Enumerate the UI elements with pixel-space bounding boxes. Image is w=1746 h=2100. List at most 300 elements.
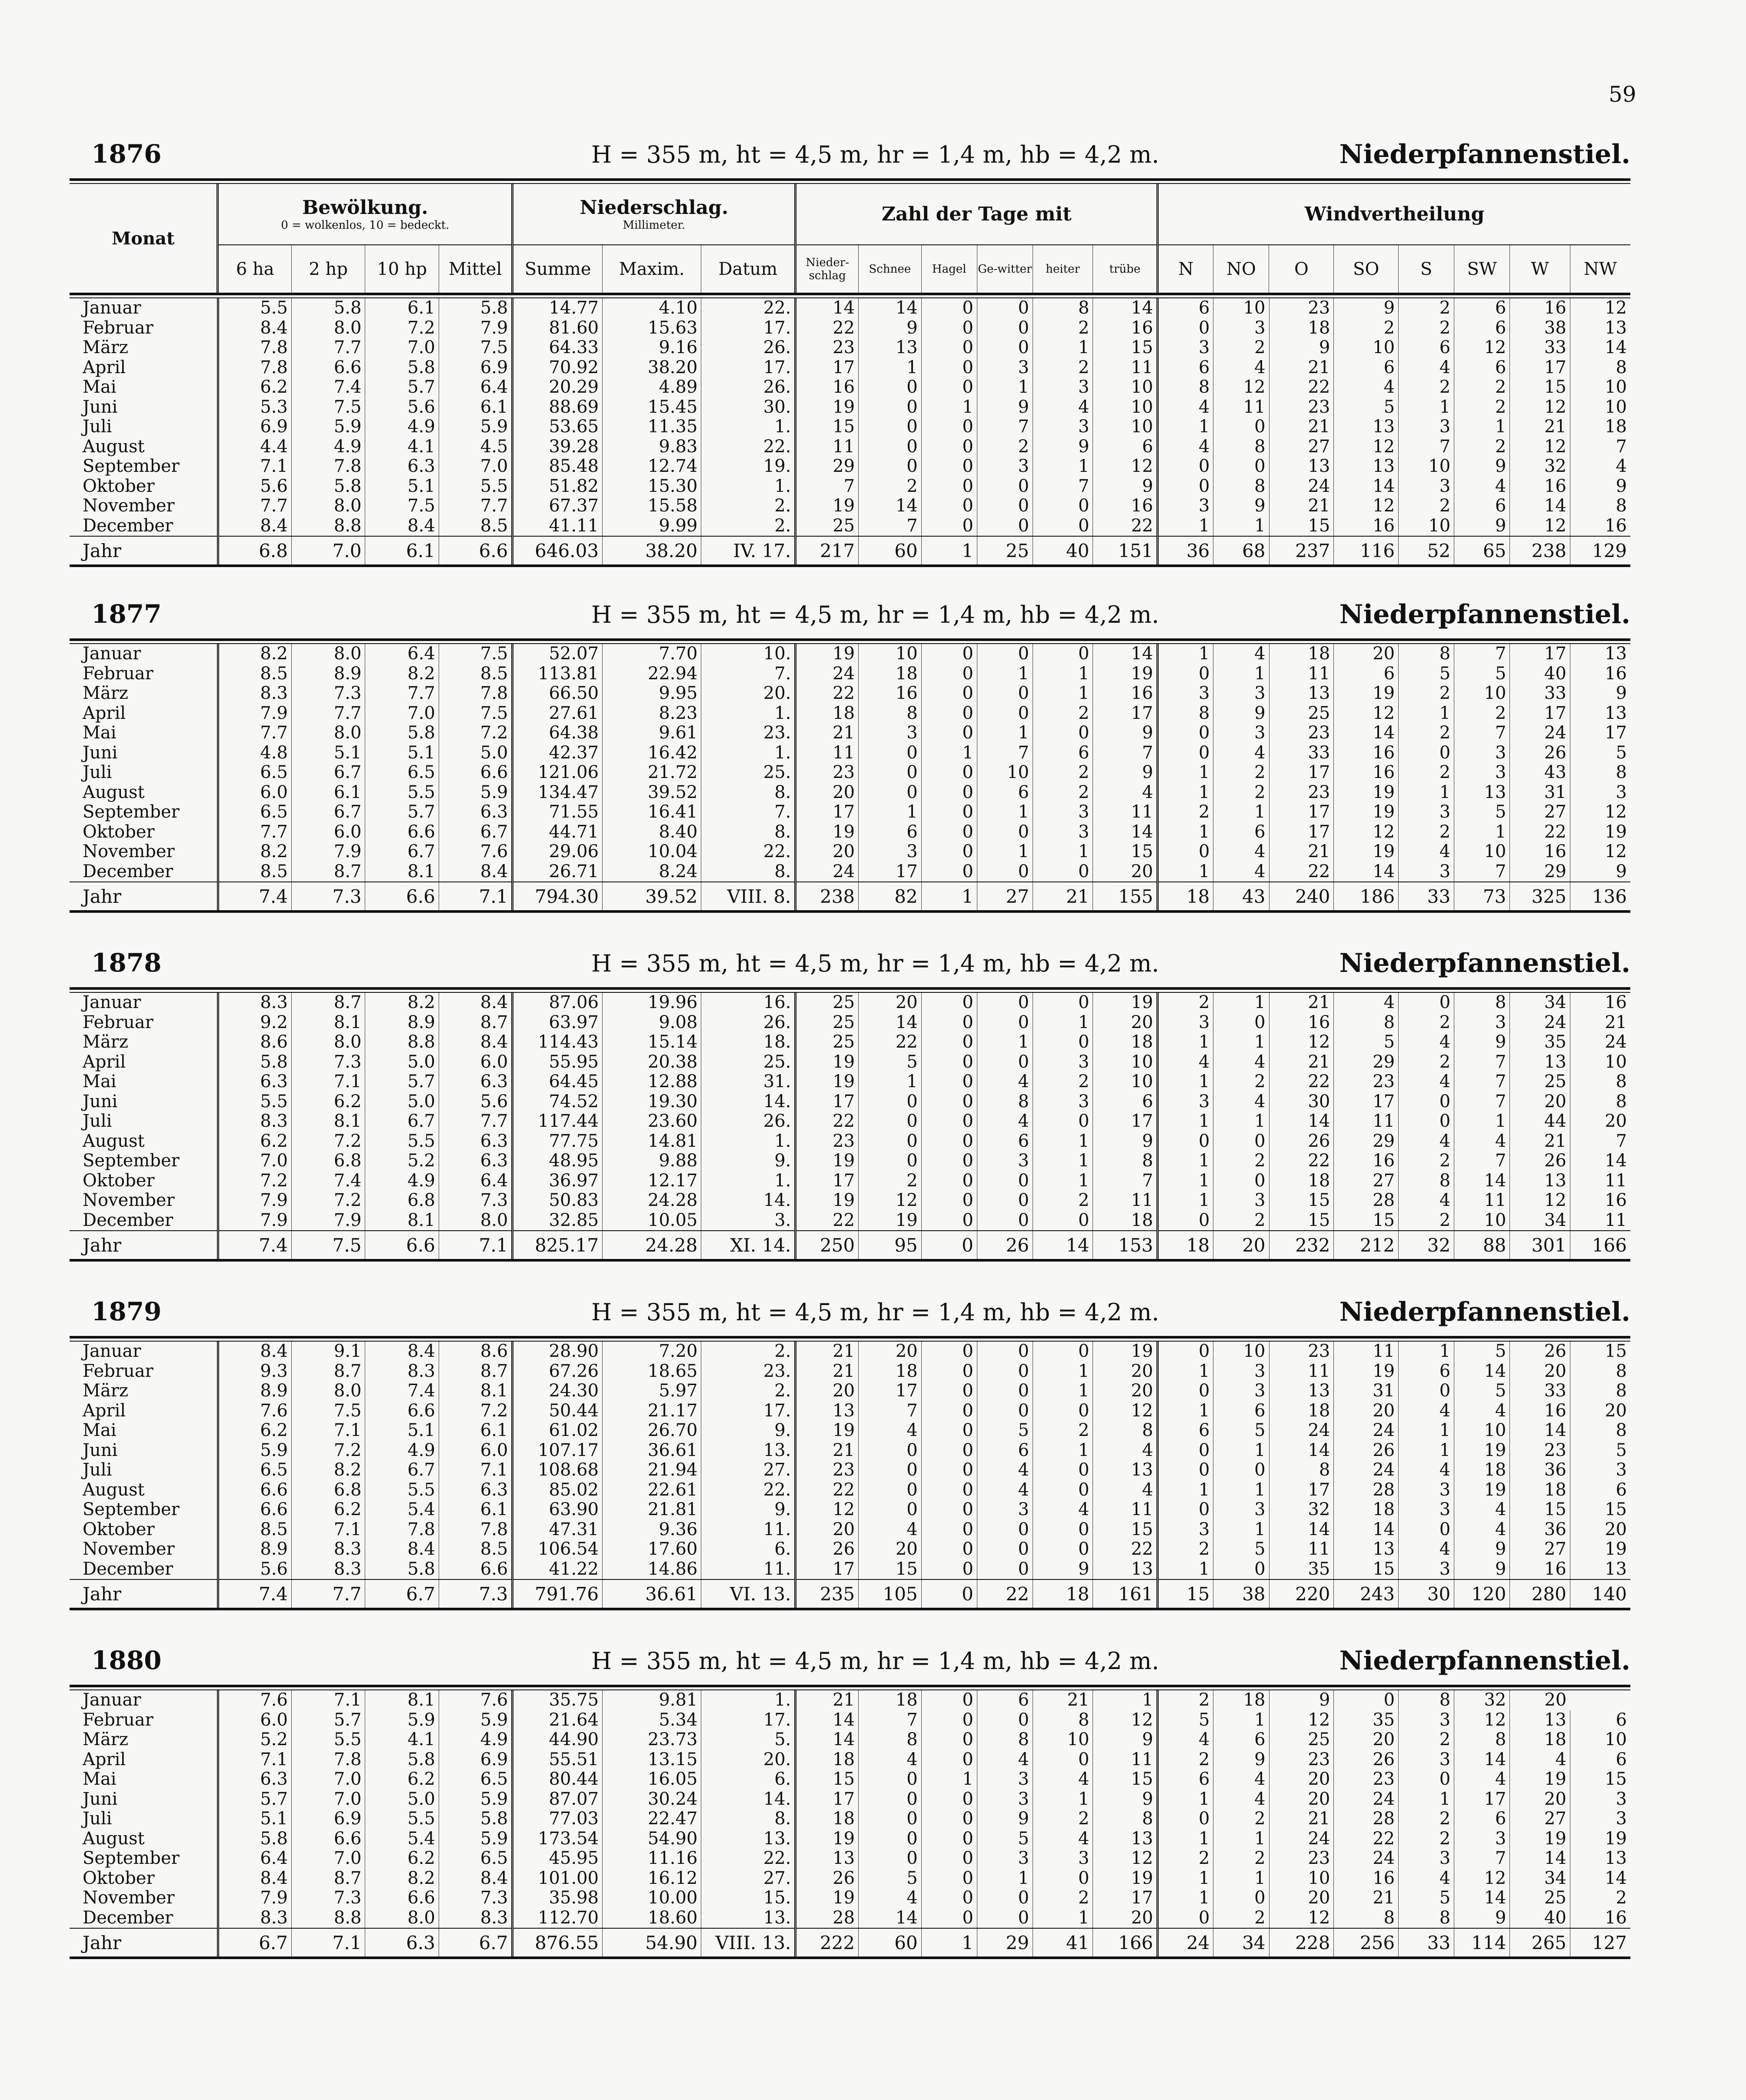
table-cell: 26 — [1510, 1151, 1570, 1171]
table-cell: 2 — [1158, 802, 1213, 822]
table-cell: 20 — [796, 1381, 859, 1401]
table-cell: 55.95 — [513, 1052, 603, 1072]
double-rule — [70, 1336, 1630, 1342]
table-cell: 0 — [977, 822, 1033, 842]
table-cell: 7.5 — [439, 644, 512, 664]
table-cell: 3 — [977, 358, 1033, 378]
table-cell: 0 — [1033, 1401, 1093, 1421]
table-cell: 7 — [796, 477, 859, 497]
table-cell: 8 — [1093, 1421, 1158, 1441]
month-label: Februar — [83, 318, 153, 338]
table-cell: 23 — [1334, 1769, 1399, 1790]
station-formula: H = 355 m, ht = 4,5 m, hr = 1,4 m, hb = 4,2 m. — [591, 1647, 1160, 1675]
table-cell: 0 — [1158, 1211, 1213, 1231]
table-cell: 12 — [796, 1500, 859, 1520]
table-cell: 8 — [1399, 1908, 1454, 1929]
column-label: heiter — [1033, 245, 1093, 293]
table-cell: 0 — [921, 417, 977, 437]
table-cell: 0 — [921, 1211, 977, 1231]
table-cell: 43 — [1510, 763, 1570, 783]
table-cell: 1 — [977, 377, 1033, 397]
table-cell: 0 — [977, 338, 1033, 358]
table-cell: 3 — [1570, 1809, 1630, 1829]
table-cell: 7.2 — [291, 1132, 365, 1152]
table-cell: 8 — [1213, 437, 1269, 457]
table-cell: 71.55 — [513, 802, 603, 822]
table-cell: 18 — [1269, 644, 1334, 664]
table-cell: 7.1 — [291, 1520, 365, 1540]
table-cell: 6.6 — [218, 1500, 291, 1520]
table-cell: 4 — [977, 1480, 1033, 1500]
table-cell: 8.8 — [291, 516, 365, 537]
table-cell: 4 — [1399, 1072, 1454, 1092]
table-cell: 9 — [1033, 437, 1093, 457]
table-cell: 7.5 — [439, 338, 512, 358]
table-cell: 47.31 — [513, 1520, 603, 1540]
table-cell: 4 — [1454, 477, 1510, 497]
table-cell: 9 — [1570, 684, 1630, 704]
table-cell: 2 — [1399, 684, 1454, 704]
table-cell: 2 — [1033, 1191, 1093, 1211]
table-cell: 4 — [1570, 457, 1630, 477]
table-cell: 13 — [1093, 1559, 1158, 1580]
table-cell: 4 — [1158, 1052, 1213, 1072]
table-row — [70, 1092, 1630, 1112]
table-cell: 8.0 — [291, 318, 365, 338]
table-cell: 4 — [1334, 993, 1399, 1013]
table-cell: 9.81 — [603, 1690, 701, 1710]
table-cell: 14 — [859, 496, 922, 516]
table-cell: 0 — [977, 684, 1033, 704]
table-cell: 16 — [1570, 1191, 1630, 1211]
table-cell: 0 — [977, 1710, 1033, 1730]
table-cell: 21 — [796, 723, 859, 743]
table-cell: 8.5 — [218, 664, 291, 684]
table-cell: 6.2 — [291, 1092, 365, 1112]
table-cell: 19 — [859, 1211, 922, 1231]
table-cell: 29 — [1334, 1132, 1399, 1152]
table-cell: 7.0 — [291, 1849, 365, 1869]
total-cell: 52 — [1399, 536, 1454, 566]
year-label: 1878 — [91, 948, 162, 978]
table-cell: 11 — [796, 437, 859, 457]
table-cell: 4 — [1454, 1132, 1510, 1152]
total-cell: 238 — [796, 882, 859, 911]
table-cell: 5.8 — [365, 1559, 439, 1580]
table-cell: 4 — [1213, 644, 1269, 664]
table-cell: 26. — [701, 377, 796, 397]
table-cell: 7.2 — [439, 723, 512, 743]
table-cell: 0 — [1158, 1381, 1213, 1401]
table-cell: 7.4 — [291, 1171, 365, 1191]
table-cell: 13 — [796, 1849, 859, 1869]
table-cell: 22.94 — [603, 664, 701, 684]
table-cell: 64.38 — [513, 723, 603, 743]
table-cell: 7.70 — [603, 644, 701, 664]
table-cell: 10 — [1399, 516, 1454, 537]
month-label: März — [83, 684, 128, 703]
table-cell: 4.1 — [365, 1730, 439, 1750]
table-cell: 0 — [1399, 743, 1454, 763]
table-cell: 14 — [1510, 496, 1570, 516]
table-cell: 7.7 — [218, 822, 291, 842]
month-label: August — [83, 1829, 145, 1849]
table-cell: 23 — [796, 763, 859, 783]
month-label: Mai — [83, 1421, 117, 1440]
table-cell: 3 — [1033, 377, 1093, 397]
table-cell: 26 — [1334, 1441, 1399, 1461]
total-cell: VIII. 8. — [701, 882, 796, 911]
table-cell: 0 — [977, 1211, 1033, 1231]
table-cell: 4.9 — [439, 1730, 512, 1750]
table-cell: 8.9 — [218, 1539, 291, 1559]
table-cell: 1 — [1158, 417, 1213, 437]
table-cell: 7.9 — [218, 1191, 291, 1211]
table-cell: 4 — [1213, 1092, 1269, 1112]
total-cell: 140 — [1570, 1579, 1630, 1609]
table-cell: 0 — [921, 1381, 977, 1401]
table-cell: 10.05 — [603, 1211, 701, 1231]
table-cell: 3 — [977, 1790, 1033, 1810]
table-cell: 8.24 — [603, 862, 701, 882]
table-cell: 1 — [1213, 802, 1269, 822]
table-cell: 22 — [796, 1211, 859, 1231]
table-cell: 23 — [1510, 1441, 1570, 1461]
total-cell: 256 — [1334, 1928, 1399, 1958]
table-cell: 28 — [1334, 1191, 1399, 1211]
table-cell: 3 — [1570, 1790, 1630, 1810]
table-cell: 0 — [977, 644, 1033, 664]
table-cell: 63.90 — [513, 1500, 603, 1520]
table-cell: 18 — [1269, 1401, 1334, 1421]
total-label: Jahr — [70, 1928, 218, 1958]
month-label: September — [83, 457, 180, 476]
total-cell: 240 — [1269, 882, 1334, 911]
total-cell: 7.7 — [291, 1579, 365, 1609]
table-cell: 8 — [1093, 1809, 1158, 1829]
table-cell: 0 — [859, 1500, 922, 1520]
table-cell: 10.00 — [603, 1888, 701, 1908]
table-row — [70, 1539, 1630, 1559]
table-cell: 9 — [1213, 704, 1269, 724]
table-cell: 0 — [921, 704, 977, 724]
table-cell: 50.44 — [513, 1401, 603, 1421]
page-number: 59 — [1609, 82, 1636, 107]
table-cell: 16 — [1570, 516, 1630, 537]
table-cell: 15 — [796, 1769, 859, 1790]
table-cell: 25 — [796, 1032, 859, 1052]
table-cell: 4.9 — [365, 1441, 439, 1461]
table-cell: 5 — [1334, 1032, 1399, 1052]
year-total-row — [70, 536, 1630, 566]
table-cell: 0 — [859, 397, 922, 417]
table-cell: 3 — [1454, 1013, 1510, 1033]
table-cell: 2 — [1399, 1013, 1454, 1033]
column-label: NW — [1570, 245, 1630, 293]
table-cell: 5.9 — [439, 783, 512, 803]
table-cell: 0 — [921, 1362, 977, 1382]
table-cell: 1. — [701, 1171, 796, 1191]
total-cell: 0 — [921, 1579, 977, 1609]
table-cell: 16 — [1510, 842, 1570, 862]
total-cell: 6.6 — [439, 536, 512, 566]
table-cell: 0 — [921, 338, 977, 358]
table-cell: 0 — [1033, 496, 1093, 516]
table-cell: 17 — [796, 802, 859, 822]
table-cell: 6.8 — [365, 1191, 439, 1211]
table-cell: 7.5 — [291, 397, 365, 417]
total-cell: IV. 17. — [701, 536, 796, 566]
table-cell: 3 — [1399, 1559, 1454, 1580]
table-cell: 3 — [1213, 1191, 1269, 1211]
table-cell: 8 — [1570, 1092, 1630, 1112]
table-cell: 0 — [921, 1539, 977, 1559]
table-cell: 54.90 — [603, 1829, 701, 1849]
month-label: Juni — [83, 743, 118, 763]
table-cell: 5.7 — [365, 802, 439, 822]
table-cell: 0 — [859, 743, 922, 763]
table-cell: 18 — [859, 664, 922, 684]
table-cell: 1 — [1158, 763, 1213, 783]
table-cell: 20 — [859, 993, 922, 1013]
table-cell: 9 — [1454, 1908, 1510, 1929]
table-cell: 7.9 — [439, 318, 512, 338]
table-cell: 108.68 — [513, 1460, 603, 1480]
total-cell: 82 — [859, 882, 922, 911]
table-cell: 6.5 — [439, 1769, 512, 1790]
table-cell: 7.2 — [218, 1171, 291, 1191]
table-cell: 19 — [796, 822, 859, 842]
table-cell: 0 — [921, 1500, 977, 1520]
table-cell: 2 — [1033, 1421, 1093, 1441]
table-cell: 21 — [796, 1342, 859, 1362]
total-cell: 25 — [977, 536, 1033, 566]
table-cell: 9 — [1454, 516, 1510, 537]
total-cell: 95 — [859, 1231, 922, 1260]
table-cell: 5.8 — [365, 1750, 439, 1770]
table-cell: 36 — [1510, 1460, 1570, 1480]
table-cell: 14. — [701, 1191, 796, 1211]
table-cell: 22 — [796, 1480, 859, 1500]
table-cell: 1 — [1158, 783, 1213, 803]
table-cell: 32.85 — [513, 1211, 603, 1231]
table-cell: 10 — [1454, 842, 1510, 862]
table-cell: 8.7 — [291, 993, 365, 1013]
table-cell: 1 — [1158, 1032, 1213, 1052]
total-cell: 228 — [1269, 1928, 1334, 1958]
table-cell: 3 — [1213, 1362, 1269, 1382]
table-cell: 30. — [701, 397, 796, 417]
table-cell: 3 — [977, 1769, 1033, 1790]
total-cell: 105 — [859, 1579, 922, 1609]
table-cell: 13 — [796, 1401, 859, 1421]
table-cell: 17 — [1269, 822, 1334, 842]
table-cell: 9.08 — [603, 1013, 701, 1033]
station-formula: H = 355 m, ht = 4,5 m, hr = 1,4 m, hb = 4,2 m. — [591, 950, 1160, 977]
year-label: 1876 — [91, 139, 162, 169]
table-row — [70, 842, 1630, 862]
table-cell: 6.4 — [218, 1849, 291, 1869]
table-cell: 13 — [1269, 684, 1334, 704]
table-cell: 85.48 — [513, 457, 603, 477]
table-cell: 11 — [1213, 397, 1269, 417]
table-cell: 24 — [1269, 1829, 1334, 1849]
table-cell: 17 — [1269, 763, 1334, 783]
table-cell: 12 — [1510, 1191, 1570, 1211]
table-cell: 25 — [1269, 1730, 1334, 1750]
table-cell: 5.9 — [439, 417, 512, 437]
table-cell: 14 — [1454, 1171, 1510, 1191]
table-cell: 9 — [1570, 862, 1630, 882]
table-cell: 5.34 — [603, 1710, 701, 1730]
table-cell: 3. — [701, 1211, 796, 1231]
month-label: Juni — [83, 397, 118, 417]
table-cell: 7.8 — [439, 1520, 512, 1540]
table-cell: 4 — [1510, 1750, 1570, 1770]
table-cell: 14 — [859, 1908, 922, 1929]
total-cell: 151 — [1093, 536, 1158, 566]
table-cell: 0 — [977, 1559, 1033, 1580]
total-cell: 129 — [1570, 536, 1630, 566]
table-cell: 1 — [1033, 1171, 1093, 1191]
table-cell: 6.3 — [439, 1480, 512, 1500]
table-cell: 0 — [1399, 993, 1454, 1013]
month-label: April — [83, 357, 126, 377]
table-cell: 20 — [1269, 1769, 1334, 1790]
table-cell: 9.16 — [603, 338, 701, 358]
total-cell: 24.28 — [603, 1231, 701, 1260]
table-cell: 32 — [1454, 1690, 1510, 1710]
table-cell: 1 — [977, 1869, 1033, 1889]
table-cell: 4 — [1213, 743, 1269, 763]
table-cell: 3 — [1033, 417, 1093, 437]
table-cell: 24 — [1269, 1421, 1334, 1441]
total-cell: 30 — [1399, 1579, 1454, 1609]
table-cell: 6 — [1334, 664, 1399, 684]
table-cell: 24 — [1334, 1790, 1399, 1810]
table-cell: 0 — [921, 1829, 977, 1849]
table-cell: 8 — [1158, 377, 1213, 397]
table-cell: 0 — [859, 1132, 922, 1152]
table-cell: 12 — [1213, 377, 1269, 397]
table-cell: 23 — [796, 1460, 859, 1480]
table-cell: 21 — [796, 1690, 859, 1710]
table-cell: 18. — [701, 1032, 796, 1052]
table-cell: 1 — [921, 743, 977, 763]
table-cell: 1 — [921, 397, 977, 417]
table-cell: 64.45 — [513, 1072, 603, 1092]
month-label: Februar — [83, 1361, 153, 1381]
table-cell: 7.3 — [439, 1191, 512, 1211]
table-cell: 8.1 — [291, 1013, 365, 1033]
month-label: Oktober — [83, 1519, 155, 1539]
table-cell: 3 — [1158, 338, 1213, 358]
table-cell: 8.2 — [291, 1460, 365, 1480]
table-cell: 13 — [1269, 1381, 1334, 1401]
table-cell: 1 — [1399, 1342, 1454, 1362]
table-cell: 9. — [701, 1151, 796, 1171]
table-cell: 23 — [796, 1132, 859, 1152]
table-cell: 32 — [1510, 457, 1570, 477]
table-cell: 1 — [1033, 1013, 1093, 1033]
total-cell: 166 — [1570, 1231, 1630, 1260]
table-cell: 1. — [701, 1132, 796, 1152]
table-cell: 8.0 — [291, 1381, 365, 1401]
double-rule — [70, 638, 1630, 644]
total-cell: 6.6 — [365, 882, 439, 911]
table-cell: 19 — [796, 1191, 859, 1211]
table-cell: 7.1 — [291, 1072, 365, 1092]
table-cell: 0 — [921, 664, 977, 684]
table-cell: 6 — [1399, 1362, 1454, 1382]
table-cell: 3 — [1454, 743, 1510, 763]
table-cell: 5.1 — [291, 743, 365, 763]
table-cell: 0 — [921, 1750, 977, 1770]
table-cell: 1 — [1033, 1790, 1093, 1810]
table-cell: 10 — [1033, 1730, 1093, 1750]
table-cell: 18 — [1510, 1480, 1570, 1500]
total-cell: 120 — [1454, 1579, 1510, 1609]
table-cell: 9 — [859, 318, 922, 338]
table-cell: 6.3 — [439, 1132, 512, 1152]
table-cell: 0 — [921, 1342, 977, 1362]
table-cell: 1 — [1158, 1171, 1213, 1191]
table-cell: 1 — [1033, 664, 1093, 684]
table-cell: 18 — [1334, 1500, 1399, 1520]
table-cell: 2 — [1399, 1151, 1454, 1171]
table-cell: 8 — [1399, 1690, 1454, 1710]
table-row — [70, 1151, 1630, 1171]
table-cell: 2 — [1570, 1888, 1630, 1908]
table-cell: 6.6 — [218, 1480, 291, 1500]
table-cell: 5.7 — [365, 377, 439, 397]
table-cell: 0 — [1158, 1908, 1213, 1929]
table-cell: 12 — [1334, 437, 1399, 457]
table-cell: 6 — [977, 1690, 1033, 1710]
table-cell: 25 — [1510, 1888, 1570, 1908]
total-cell: 250 — [796, 1231, 859, 1260]
table-cell: 0 — [1158, 723, 1213, 743]
table-cell: 24 — [1334, 1849, 1399, 1869]
table-cell: 6.9 — [439, 1750, 512, 1770]
table-cell: 9 — [1093, 723, 1158, 743]
table-cell: 16 — [1334, 743, 1399, 763]
table-cell: 19 — [1334, 842, 1399, 862]
table-cell: 20 — [1093, 1908, 1158, 1929]
table-cell: 25 — [1510, 1072, 1570, 1092]
column-label: 2 hp — [291, 245, 365, 293]
table-cell: 7.1 — [218, 457, 291, 477]
table-cell: 3 — [1213, 684, 1269, 704]
table-cell: 14 — [1570, 338, 1630, 358]
table-row — [70, 1013, 1630, 1033]
table-cell: 0 — [1033, 1112, 1093, 1132]
table-cell: 7 — [1093, 743, 1158, 763]
table-cell: 8 — [1570, 1421, 1630, 1441]
table-row — [70, 1211, 1630, 1231]
table-cell: 22 — [796, 684, 859, 704]
station-name: Niederpfannenstiel. — [1339, 599, 1630, 630]
table-cell: 7 — [859, 1710, 922, 1730]
month-label: September — [83, 802, 180, 822]
table-cell: 22 — [1510, 822, 1570, 842]
table-cell: 6.4 — [439, 377, 512, 397]
table-cell: 21 — [1334, 1888, 1399, 1908]
table-cell: 9 — [1334, 298, 1399, 318]
month-label: Juni — [83, 1440, 118, 1460]
table-cell: 19 — [796, 1421, 859, 1441]
month-label: Juli — [83, 417, 112, 437]
